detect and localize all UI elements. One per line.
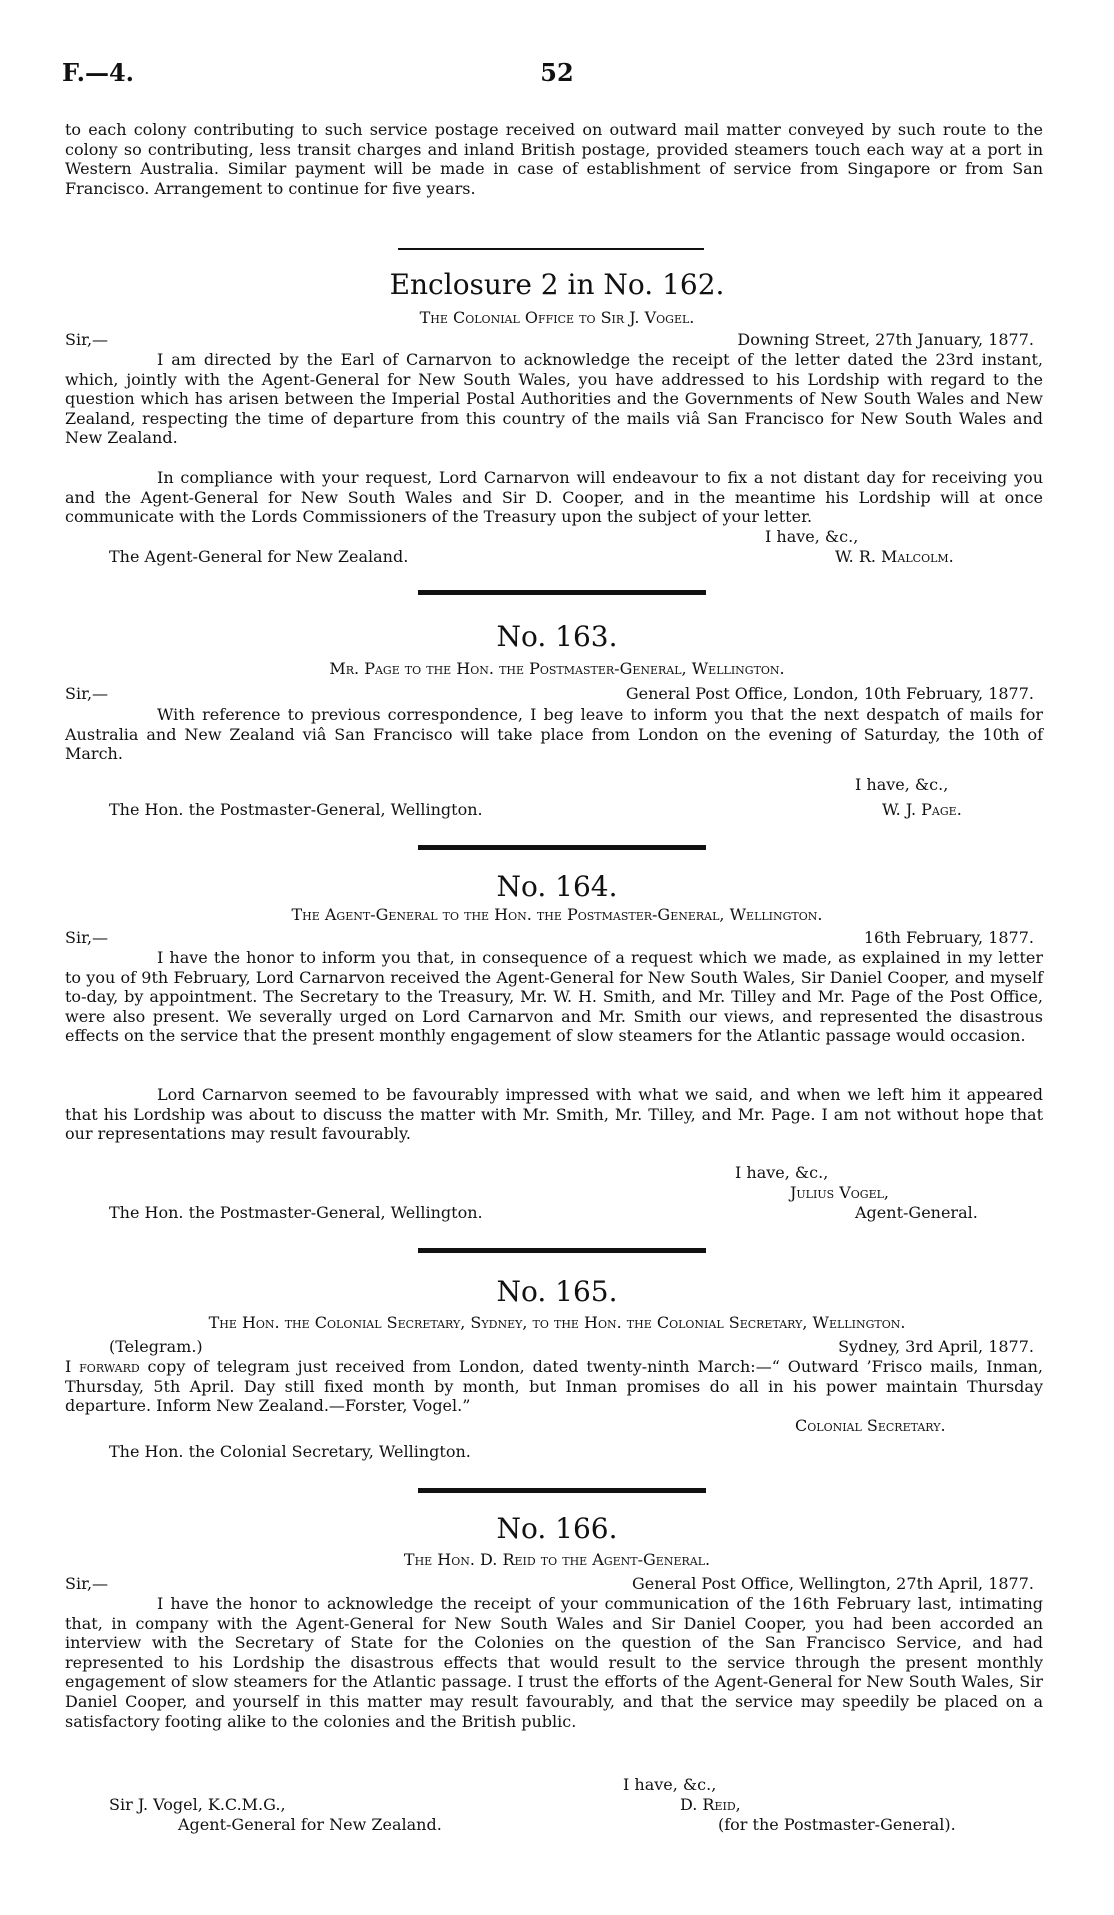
no166-signature-note: (for the Postmaster-General). [718, 1815, 956, 1834]
page-number: 52 [540, 58, 574, 87]
no165-signature: Colonial Secretary. [795, 1416, 946, 1435]
no166-recipient-line-2: Agent-General for New Zealand. [178, 1815, 442, 1834]
no163-heading: No. 163. [496, 620, 618, 653]
no164-subheading: The Agent-General to the Hon. the Postmaster-General, Wellington. [291, 905, 823, 924]
no165-note: (Telegram.) [109, 1337, 203, 1356]
enc162-signature: W. R. Malcolm. [835, 547, 954, 566]
enc162-heading: Enclosure 2 in No. 162. [389, 268, 725, 301]
no164-date: 16th February, 1877. [863, 928, 1034, 947]
no165-subheading: The Hon. the Colonial Secretary, Sydney, to the Hon. the Colonial Secretary, Wellington. [208, 1313, 906, 1332]
no165-lead: I forward [65, 1357, 140, 1376]
intro-paragraph: to each colony contributing to such service postage received on outward mail matter conveyed by such route to the colony so contributing, less transit charges and inland British postage, provided steamers touch each way at a port in Western Australia. Similar payment will be made in case of establishment of service from Singapore or from San Francisco. Arrangement to continue for five years. [65, 120, 1043, 198]
no166-salutation: Sir,— [65, 1574, 109, 1593]
section-divider [398, 248, 704, 250]
enc162-paragraph-2: In compliance with your request, Lord Carnarvon will endeavour to fix a not distant day for receiving you and the Agent-General for New South Wales and Sir D. Cooper, and in the meantime his Lordship will at once communicate with the Lords Commissioners of the Treasury upon the subject of your letter. [65, 468, 1043, 527]
enc162-subheading: The Colonial Office to Sir J. Vogel. [419, 308, 695, 327]
enc162-salutation: Sir,— [65, 330, 109, 349]
no163-paragraph-1: With reference to previous correspondence, I beg leave to inform you that the next despatch of mails for Australia and New Zealand viâ San Francisco will take place from London on the evening of Saturday, the 10th of March. [65, 705, 1043, 764]
no164-signatory-title: Agent-General. [855, 1203, 978, 1222]
section-divider [418, 845, 706, 850]
section-divider [418, 590, 706, 595]
no166-recipient-line-1: Sir J. Vogel, K.C.M.G., [109, 1795, 286, 1814]
no164-paragraph-2: Lord Carnarvon seemed to be favourably impressed with what we said, and when we left him it appeared that his Lordship was about to discuss the matter with Mr. Smith, Mr. Tilley, and Mr. Page. I am not without hope that our representations may result favourably. [65, 1085, 1043, 1144]
no164-salutation: Sir,— [65, 928, 109, 947]
no166-heading: No. 166. [496, 1512, 618, 1545]
enc162-closing: I have, &c., [765, 527, 859, 546]
no163-closing: I have, &c., [855, 775, 949, 794]
enc162-paragraph-1: I am directed by the Earl of Carnarvon to acknowledge the receipt of the letter dated the 23rd instant, which, jointly with the Agent-General for New South Wales, you have addressed to his Lordship with regard to the question which has arisen between the Imperial Postal Authorities and the Governments of New South Wales and New Zealand, respecting the time of departure from this country of the mails viâ San Francisco for New South Wales and New Zealand. [65, 350, 1043, 448]
no164-signature: Julius Vogel, [790, 1183, 890, 1202]
no166-closing: I have, &c., [623, 1775, 717, 1794]
section-divider [418, 1488, 706, 1493]
no163-signature: W. J. Page. [882, 800, 962, 819]
no166-signature: D. Reid, [680, 1795, 741, 1814]
no163-date: General Post Office, London, 10th February, 1877. [625, 684, 1034, 703]
no165-paragraph-1 [65, 1357, 1043, 1416]
no165-heading: No. 165. [496, 1275, 618, 1308]
no166-subheading: The Hon. D. Reid to the Agent-General. [403, 1550, 711, 1569]
enc162-recipient: The Agent-General for New Zealand. [109, 547, 409, 566]
no163-recipient: The Hon. the Postmaster-General, Wellington. [109, 800, 483, 819]
no164-paragraph-1: I have the honor to inform you that, in consequence of a request which we made, as explained in my letter to you of 9th February, Lord Carnarvon received the Agent-General for New South Wales, Sir Daniel Cooper, and myself to-day, by appointment. The Secretary to the Treasury, Mr. W. H. Smith, and Mr. Tilley and Mr. Page of the Post Office, were also present. We severally urged on Lord Carnarvon and Mr. Smith our views, and represented the disastrous effects on the service that the present monthly engagement of slow steamers for the Atlantic passage would occasion. [65, 948, 1043, 1046]
no164-heading: No. 164. [496, 870, 618, 903]
enc162-date: Downing Street, 27th January, 1877. [737, 330, 1034, 349]
report-reference: F.—4. [62, 58, 135, 87]
no163-salutation: Sir,— [65, 684, 109, 703]
no164-recipient: The Hon. the Postmaster-General, Wellington. [109, 1203, 483, 1222]
no164-closing: I have, &c., [735, 1163, 829, 1182]
no165-body: copy of telegram just received from London, dated twenty-ninth March:—“ Outward ’Frisco mails, Inman, Thursday, 5th April. Day still fixed month by month, but Inman promises do all in his power maintain Thursday departure. Inform New Zealand.—Forster, Vogel.” [65, 1357, 1044, 1416]
no163-subheading: Mr. Page to the Hon. the Postmaster-General, Wellington. [329, 659, 785, 678]
no166-paragraph-1: I have the honor to acknowledge the receipt of your communication of the 16th February last, intimating that, in company with the Agent-General for New South Wales and Sir Daniel Cooper, you had been accorded an interview with the Secretary of State for the Colonies on the question of the San Francisco Service, and had represented to his Lordship the disastrous effects that would result to the service through the present monthly engagement of slow steamers for the Atlantic passage. I trust the efforts of the Agent-General for New South Wales, Sir Daniel Cooper, and yourself in this matter may result favourably, and that the service may speedily be placed on a satisfactory footing alike to the colonies and the British public. [65, 1594, 1043, 1731]
section-divider [418, 1248, 706, 1253]
no165-date: Sydney, 3rd April, 1877. [838, 1337, 1034, 1356]
no166-date: General Post Office, Wellington, 27th April, 1877. [632, 1574, 1034, 1593]
no165-recipient: The Hon. the Colonial Secretary, Wellington. [109, 1442, 471, 1461]
